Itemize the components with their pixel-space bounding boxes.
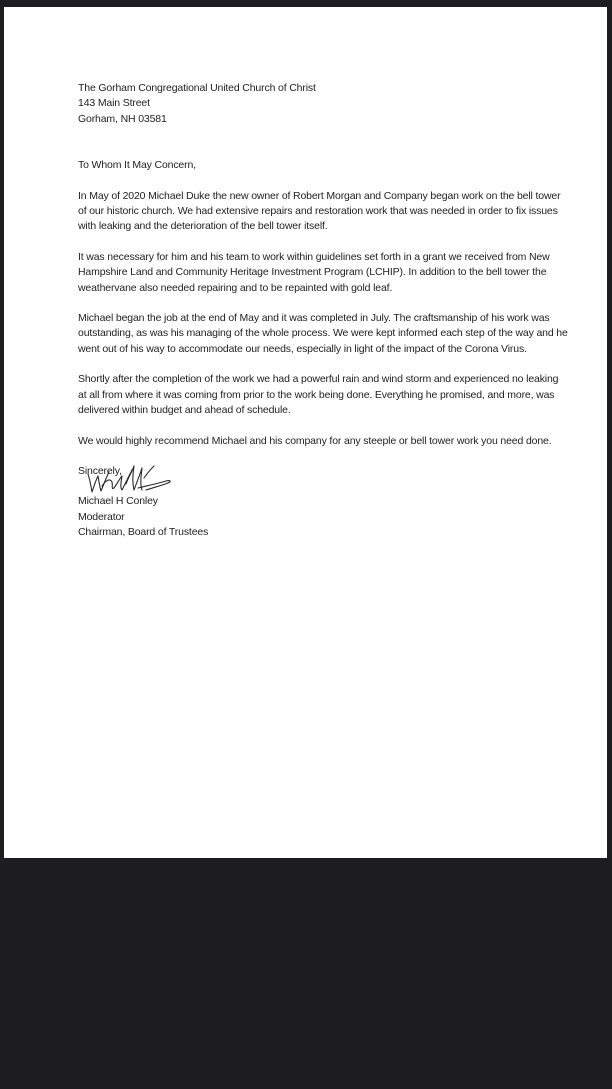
handwritten-signature bbox=[82, 460, 178, 500]
paragraph-2: It was necessary for him and his team to work within guidelines set forth in a grant we received from New Hampshire Land and Community Heritage Investment Program (LCHIP). In addition to the bell tower the weathervane also needed repairing and to be repainted with gold leaf. bbox=[78, 250, 550, 294]
salutation: To Whom It May Concern, bbox=[78, 159, 196, 172]
letter-body bbox=[78, 81, 568, 541]
letter-page bbox=[4, 7, 607, 858]
signer-info bbox=[78, 494, 568, 540]
signer-role: Chairman, Board of Trustees bbox=[78, 526, 209, 539]
sender-city: Gorham, NH 03581 bbox=[78, 112, 167, 125]
sender-name: The Gorham Congregational United Church of Christ bbox=[78, 82, 316, 94]
sender-address bbox=[78, 81, 568, 127]
paragraph-1: In May of 2020 Michael Duke the new owner of Robert Morgan and Company began work on the bell tower of our historic church. We had extensive repairs and restoration work that was needed in order to fix issues with leaking and the deterioration of the bell tower itself. bbox=[78, 189, 561, 233]
paragraph-4: Shortly after the completion of the work we had a powerful rain and wind storm and experienced no leaking at all from where it was coming from prior to the work being done. Everything he promised, and more, was delivered within budget and ahead of schedule. bbox=[78, 373, 559, 417]
sender-street: 143 Main Street bbox=[78, 97, 150, 110]
paragraph-5: We would highly recommend Michael and his company for any steeple or bell tower work you need done. bbox=[78, 434, 552, 447]
paragraph-3: Michael began the job at the end of May and it was completed in July. The craftsmanship of his work was outstanding, as was his managing of the whole process. We were kept informed each step of the way and he went out of his way to accommodate our needs, especially in light of the impact of the Corona Virus. bbox=[78, 312, 568, 355]
signer-name: Michael H Conley bbox=[78, 495, 158, 508]
signature-block bbox=[78, 464, 568, 541]
closing: Sincerely, bbox=[78, 464, 122, 477]
signer-title: Moderator bbox=[78, 510, 125, 523]
